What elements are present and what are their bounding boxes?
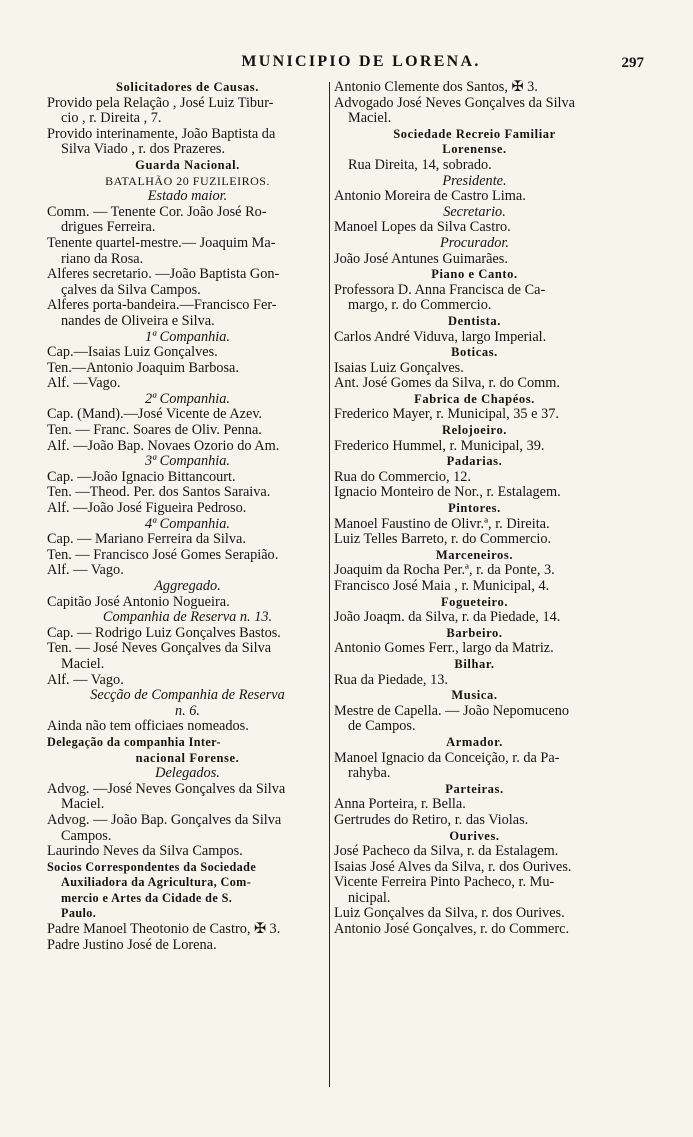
entry-line: Luiz Telles Barreto, r. do Commercio. <box>334 532 552 548</box>
entry-line: Anna Porteira, r. Bella. <box>334 797 466 813</box>
entry-line: Isaias José Alves da Silva, r. dos Ourives. <box>334 859 572 875</box>
entry-line: Ten. — Franc. Soares de Oliv. Penna. <box>47 423 262 439</box>
entry-line: Alf. —João Bap. Novaes Ozorio do Am. <box>47 438 280 454</box>
section-heading: Lorenense. <box>442 142 507 157</box>
entry-line: Advog. — João Bap. Gonçalves da Silva <box>47 812 282 828</box>
entry-line: rahyba. <box>348 766 391 782</box>
section-heading: Auxiliadora da Agricultura, Com- <box>61 875 252 890</box>
section-heading: Bilhar. <box>454 656 495 671</box>
section-heading: Piano e Canto. <box>431 267 518 282</box>
entry-line: Secção de Companhia de Reserva <box>90 688 285 704</box>
entry-line: Maciel. <box>61 797 105 813</box>
column-divider <box>329 82 330 1087</box>
entry-line: 3ª Companhia. <box>145 454 230 470</box>
entry-line: Delegados. <box>155 766 220 782</box>
section-heading: Parteiras. <box>445 781 504 796</box>
section-heading: Sociedade Recreio Familiar <box>393 126 556 141</box>
entry-line: Advog. —José Neves Gonçalves da Silva <box>47 781 286 797</box>
section-heading: Dentista. <box>448 313 501 328</box>
entry-line: Laurindo Neves da Silva Campos. <box>47 844 243 860</box>
right-column <box>334 80 615 938</box>
entry-line: Antonio Gomes Ferr., largo da Matriz. <box>334 641 554 657</box>
entry-line: Ainda não tem officiaes nomeados. <box>47 719 249 735</box>
section-heading: Boticas. <box>451 345 498 360</box>
section-heading: nacional Forense. <box>135 750 240 765</box>
entry-line: Silva Viado , r. dos Prazeres. <box>61 142 226 158</box>
entry-line: José Pacheco da Silva, r. da Estalagem. <box>334 844 559 860</box>
entry-line: Antonio Clemente dos Santos, ✠ 3. <box>334 80 538 95</box>
entry-line: Advogado José Neves Gonçalves da Silva <box>334 95 576 111</box>
entry-line: Padre Manoel Theotonio de Castro, ✠ 3. <box>47 922 281 938</box>
entry-line: Antonio Moreira de Castro Lima. <box>334 189 526 205</box>
page-number: 297 <box>621 55 644 71</box>
entry-line: Alf. —João José Figueira Pedroso. <box>47 501 247 517</box>
section-heading: Armador. <box>446 734 503 749</box>
entry-line: 4ª Companhia. <box>145 516 230 532</box>
section-heading: Fabrica de Chapéos. <box>414 391 535 406</box>
entry-line: Joaquim da Rocha Per.ª, r. da Ponte, 3. <box>334 563 555 579</box>
entry-line: Alf. — Vago. <box>47 563 124 579</box>
entry-line: Alferes secretario. —João Baptista Gon- <box>47 267 280 283</box>
section-heading: Delegação da companhia Inter- <box>47 734 221 749</box>
entry-line: Provido interinamente, João Baptista da <box>47 126 276 142</box>
page-title: MUNICIPIO DE LORENA. <box>241 53 481 70</box>
entry-line: Vicente Ferreira Pinto Pacheco, r. Mu- <box>334 875 555 891</box>
entry-line: margo, r. do Commercio. <box>348 298 492 314</box>
entry-line: Carlos André Viduva, largo Imperial. <box>334 329 547 345</box>
left-column <box>47 80 328 953</box>
section-heading: mercio e Artes da Cidade de S. <box>61 890 233 905</box>
entry-line: Manoel Ignacio da Conceição, r. da Pa- <box>334 750 560 766</box>
entry-line: 1ª Companhia. <box>145 329 230 345</box>
entry-line: Ten. —Theod. Per. dos Santos Saraiva. <box>47 485 271 501</box>
section-heading: Pintores. <box>448 501 501 516</box>
entry-line: Cap. — Mariano Ferreira da Silva. <box>47 532 246 548</box>
entry-line: BATALHÃO 20 FUZILEIROS. <box>105 173 270 188</box>
entry-line: Rua da Piedade, 13. <box>334 672 448 688</box>
entry-line: Presidente. <box>442 173 507 189</box>
entry-line: de Campos. <box>348 719 416 735</box>
entry-line: Cap. — Rodrigo Luiz Gonçalves Bastos. <box>47 625 281 641</box>
entry-line: riano da Rosa. <box>61 251 144 267</box>
section-heading: Ourives. <box>449 828 500 843</box>
entry-line: Rua Direita, 14, sobrado. <box>348 157 492 173</box>
section-heading: Barbeiro. <box>446 625 503 640</box>
entry-line: Aggregado. <box>154 579 221 594</box>
entry-line: Ten. — José Neves Gonçalves da Silva <box>47 641 272 657</box>
entry-line: Frederico Hummel, r. Municipal, 39. <box>334 438 545 454</box>
section-heading: Relojoeiro. <box>441 423 508 438</box>
entry-line: Padre Justino José de Lorena. <box>47 937 217 953</box>
section-heading: Padarias. <box>446 454 503 469</box>
entry-line: Luiz Gonçalves da Silva, r. dos Ourives. <box>334 906 565 922</box>
entry-line: Alf. — Vago. <box>47 672 124 688</box>
entry-line: Ant. José Gomes da Silva, r. do Comm. <box>334 376 560 392</box>
entry-line: Capitão José Antonio Nogueira. <box>47 594 230 610</box>
entry-line: Maciel. <box>61 656 105 672</box>
section-heading: Paulo. <box>61 906 97 921</box>
entry-line: Manoel Lopes da Silva Castro. <box>334 220 511 236</box>
entry-line: Tenente quartel-mestre.— Joaquim Ma- <box>47 235 276 251</box>
entry-line: Francisco José Maia , r. Municipal, 4. <box>334 579 550 594</box>
entry-line: Alferes porta-bandeira.—Francisco Fer- <box>47 298 277 314</box>
entry-line: Cap.—Isaias Luiz Gonçalves. <box>47 345 218 361</box>
entry-line: n. 6. <box>174 703 201 719</box>
entry-line: Rua do Commercio, 12. <box>334 469 471 485</box>
entry-line: çalves da Silva Campos. <box>61 282 201 298</box>
entry-line: Provido pela Relação , José Luiz Tibur- <box>47 95 274 111</box>
entry-line: Ten. — Francisco José Gomes Serapião. <box>47 547 279 563</box>
section-heading: Musica. <box>451 688 498 703</box>
entry-line: Alf. —Vago. <box>47 376 121 392</box>
entry-line: Ten.—Antonio Joaquim Barbosa. <box>47 360 239 376</box>
running-header <box>48 53 648 77</box>
section-heading: Solicitadores de Causas. <box>115 80 259 94</box>
section-heading: Marceneiros. <box>435 547 514 562</box>
entry-line: Manoel Faustino de Olivr.ª, r. Direita. <box>334 516 550 532</box>
entry-line: João José Antunes Guimarães. <box>334 251 508 267</box>
entry-line: Cap. —João Ignacio Bittancourt. <box>47 469 236 485</box>
entry-line: nandes de Oliveira e Silva. <box>61 313 215 329</box>
entry-line: Comm. — Tenente Cor. João José Ro- <box>47 204 267 220</box>
entry-line: Campos. <box>61 828 112 844</box>
section-heading: Socios Correspondentes da Sociedade <box>47 859 257 874</box>
entry-line: Gertrudes do Retiro, r. das Violas. <box>334 812 529 828</box>
entry-line: Frederico Mayer, r. Municipal, 35 e 37. <box>334 407 559 423</box>
section-heading: Fogueteiro. <box>440 594 509 609</box>
entry-line: Estado maior. <box>147 189 228 205</box>
entry-line: nicipal. <box>348 890 391 906</box>
entry-line: Mestre de Capella. — João Nepomuceno <box>334 703 570 719</box>
entry-line: cio , r. Direita , 7. <box>61 111 162 127</box>
entry-line: Cap. (Mand).—José Vicente de Azev. <box>47 407 263 423</box>
entry-line: 2ª Companhia. <box>145 391 230 407</box>
entry-line: Maciel. <box>348 111 392 127</box>
entry-line: Professora D. Anna Francisca de Ca- <box>334 282 546 298</box>
entry-line: Ignacio Monteiro de Nor., r. Estalagem. <box>334 485 561 501</box>
entry-line: Companhia de Reserva n. 13. <box>102 610 273 626</box>
entry-line: João Joaqm. da Silva, r. da Piedade, 14. <box>334 610 561 626</box>
entry-line: Isaias Luiz Gonçalves. <box>334 360 464 376</box>
entry-line: Procurador. <box>440 235 509 251</box>
entry-line: Secretario. <box>443 204 506 220</box>
entry-line: drigues Ferreira. <box>61 220 156 236</box>
entry-line: Antonio José Gonçalves, r. do Commerc. <box>334 922 570 938</box>
section-heading: Guarda Nacional. <box>135 157 240 172</box>
